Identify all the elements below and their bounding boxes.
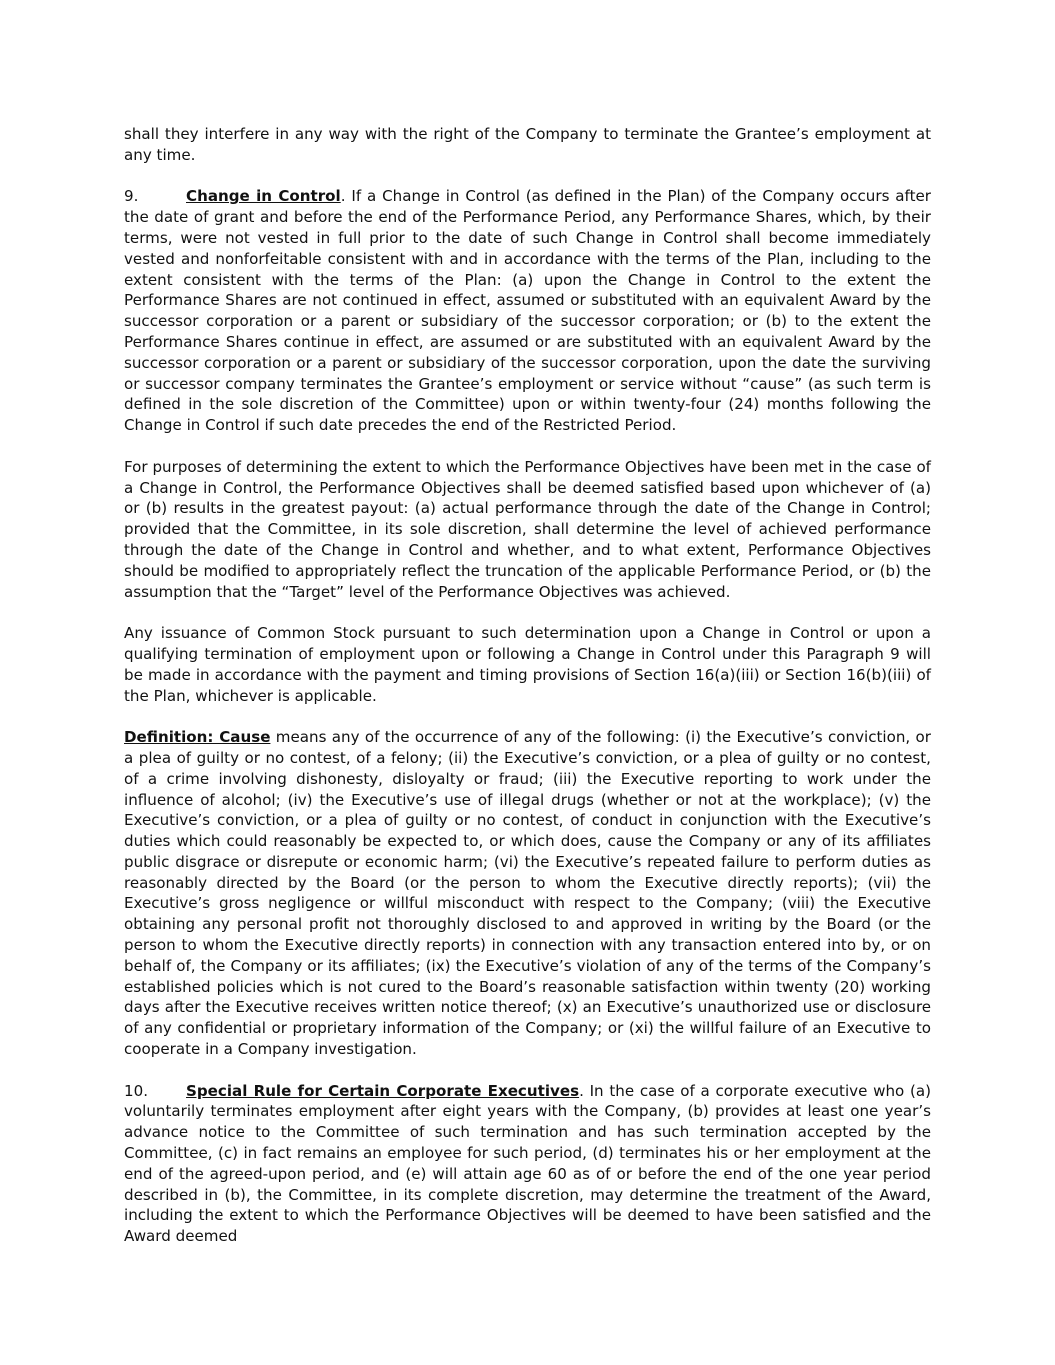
paragraph-issuance: Any issuance of Common Stock pursuant to such determination upon a Change in Control or upon a qualifying termination of employment upon or following a Change in Control under this Paragraph 9 will be made in accordance with the payment and timing provisions of Section 16(a)(iii) or Section 16(b)(iii) of the Plan, whichever is applicable. (124, 624, 931, 705)
paragraph-performance-objectives: For purposes of determining the extent to which the Performance Objectives have been met in the case of a Change in Control, the Performance Objectives shall be deemed satisfied based upon whichever of (a) or (b) results in the greatest payout: (a) actual performance through the date of the Change in Control; provided that the Committee, in its sole discretion, shall determine the level of achieved performance through the date of the Change in Control and whether, and to what extent, Performance Objectives should be modified to appropriately reflect the truncation of the applicable Performance Period, or (b) the assumption that the “Target” level of the Performance Objectives was achieved. (124, 457, 931, 601)
definition-cause-body: means any of the occurrence of any of the following: (i) the Executive’s conviction, or a plea of guilty or no contest, of a felony; (ii) the Executive’s conviction, or a plea of guilty or no contest, of a crime involving dishonesty, disloyalty or fraud; (iii) the Executive reporting to work under the influence of alcohol; (iv) the Executive’s use of illegal drugs (whether or not at the workplace); (v) the Executive’s conviction, or a plea of guilty or no contest, of conduct in conjunction with the Executive’s duties which could reasonably be expected to, or which does, cause the Company or any of its affiliates public disgrace or disrepute or economic harm; (vi) the Executive’s repeated failure to perform duties as reasonably directed by the Board (or the person to whom the Executive directly reports); (vii) the Executive’s gross negligence or willful misconduct with respect to the Company; (viii) the Executive obtaining any personal profit not thoroughly disclosed to and approved in writing by the Board (or the person to whom the Executive directly reports) in connection with any transaction entered into by, or on behalf of, the Company or its affiliates; (ix) the Executive’s violation of any of the terms of the Company’s established policies which is not cured to the Board’s reasonable satisfaction within twenty (20) working days after the Executive receives written notice thereof; (x) an Executive’s unauthorized use or disclosure of any confidential or proprietary information of the Company; or (xi) the willful failure of an Executive to cooperate in a Company investigation. (124, 728, 931, 1059)
section-10-special-rule (124, 1081, 931, 1247)
definition-cause (124, 727, 931, 1060)
section-9-number: 9. (124, 187, 139, 206)
section-10-body: In the case of a corporate executive who (a) voluntarily terminates employment after eight years with the Company, (b) provides at least one year’s advance notice to the Committee of such termination and has such termination accepted by the Committee, (c) in fact remains an employee for such period, (d) terminates his or her employment at the end of the agreed-upon period, and (e) will attain age 60 as of or before the end of the one year period described in (b), the Committee, in its complete discretion, may determine the treatment of the Award, including the extent to which the Performance Objectives will be deemed to have been satisfied and the Award deemed (124, 1081, 931, 1246)
section-9-body: If a Change in Control (as defined in the Plan) of the Company occurs after the date of grant and before the end of the Performance Period, any Performance Shares, which, by their terms, were not vested in full prior to the date of such Change in Control shall become immediately vested and nonforfeitable consistent with and in accordance with the terms of the Plan, including to the extent consistent with the terms of the Plan: (a) upon the Change in Control to the extent the Performance Shares are not continued in effect, assumed or substituted with an equivalent Award by the successor corporation or a parent or subsidiary of the successor corporation; or (b) to the extent the Performance Shares continue in effect, are assumed or are substituted with an equivalent Award by the successor corporation or a parent or subsidiary of the successor corporation, upon the date the surviving or successor company terminates the Grantee’s employment or service without “cause” (as such term is defined in the sole discretion of the Committee) upon or within twenty-four (24) months following the Change in Control if such date precedes the end of the Restricted Period. (124, 187, 931, 435)
section-9-heading: Change in Control (186, 187, 341, 206)
section-10-heading-punct: . (579, 1081, 584, 1100)
section-9-heading-punct: . (340, 187, 346, 206)
definition-cause-heading: Definition: Cause (124, 728, 271, 747)
paragraph-intro: shall they interfere in any way with the right of the Company to terminate the Grantee’s employment at any time. (124, 125, 931, 164)
section-10-heading: Special Rule for Certain Corporate Executives (186, 1081, 580, 1100)
section-9-change-in-control (124, 186, 931, 436)
document-page (124, 124, 931, 1268)
section-10-number: 10. (124, 1081, 149, 1100)
